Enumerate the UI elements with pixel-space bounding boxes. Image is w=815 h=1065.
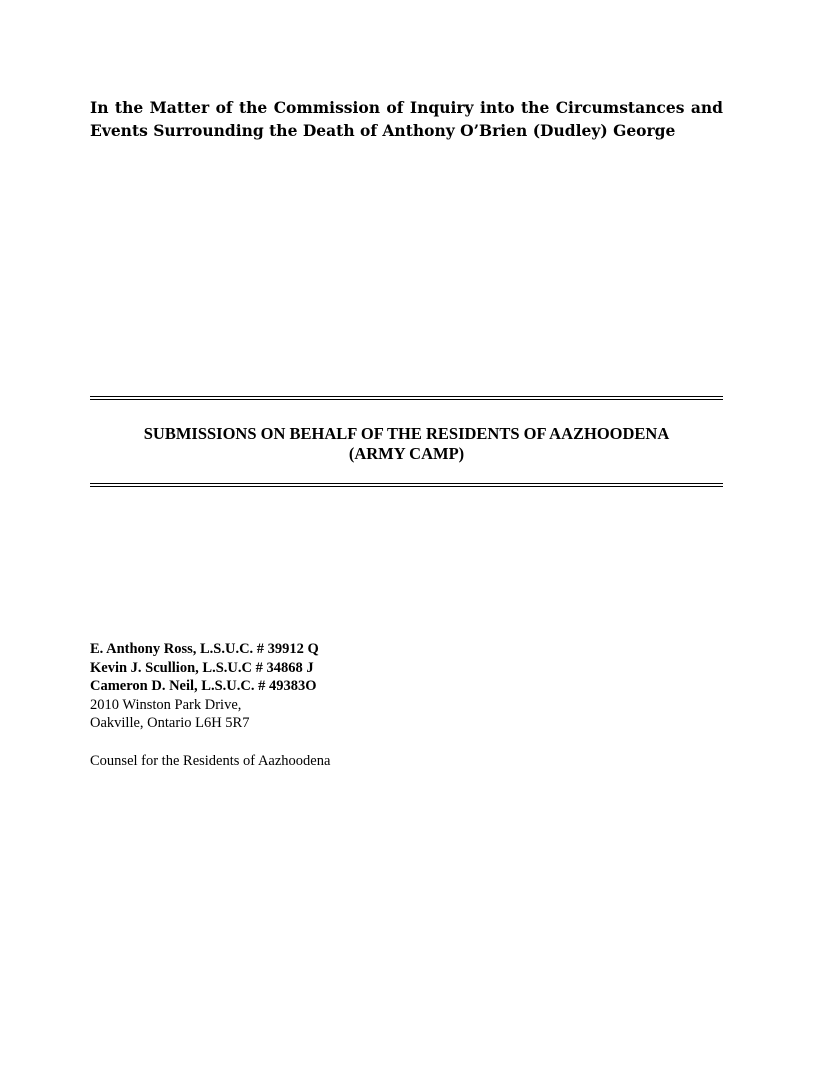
double-rule-bottom — [90, 483, 723, 487]
counsel-role: Counsel for the Residents of Aazhoodena — [90, 752, 331, 769]
counsel-block — [90, 640, 590, 770]
counsel-name-1: E. Anthony Ross, L.S.U.C. # 39912 Q — [90, 641, 319, 657]
double-rule-top — [90, 396, 723, 400]
submissions-title-line-1: SUBMISSIONS ON BEHALF OF THE RESIDENTS OF AAZHOODENA — [143, 424, 670, 443]
matter-title-line-1: In the Matter of the Commission of Inquiry into the Circumstances and — [90, 98, 723, 117]
submissions-title — [90, 424, 723, 464]
matter-title-line-2: Events Surrounding the Death of Anthony O’Brien (Dudley) George — [90, 121, 676, 140]
counsel-name-3: Cameron D. Neil, L.S.U.C. # 49383O — [90, 678, 317, 694]
matter-title — [90, 96, 723, 142]
address-line-2: Oakville, Ontario L6H 5R7 — [90, 715, 250, 731]
counsel-name-2: Kevin J. Scullion, L.S.U.C # 34868 J — [90, 659, 314, 676]
address-line-1: 2010 Winston Park Drive, — [90, 696, 242, 713]
submissions-title-line-2: (ARMY CAMP) — [348, 444, 465, 463]
spacer — [90, 733, 590, 752]
